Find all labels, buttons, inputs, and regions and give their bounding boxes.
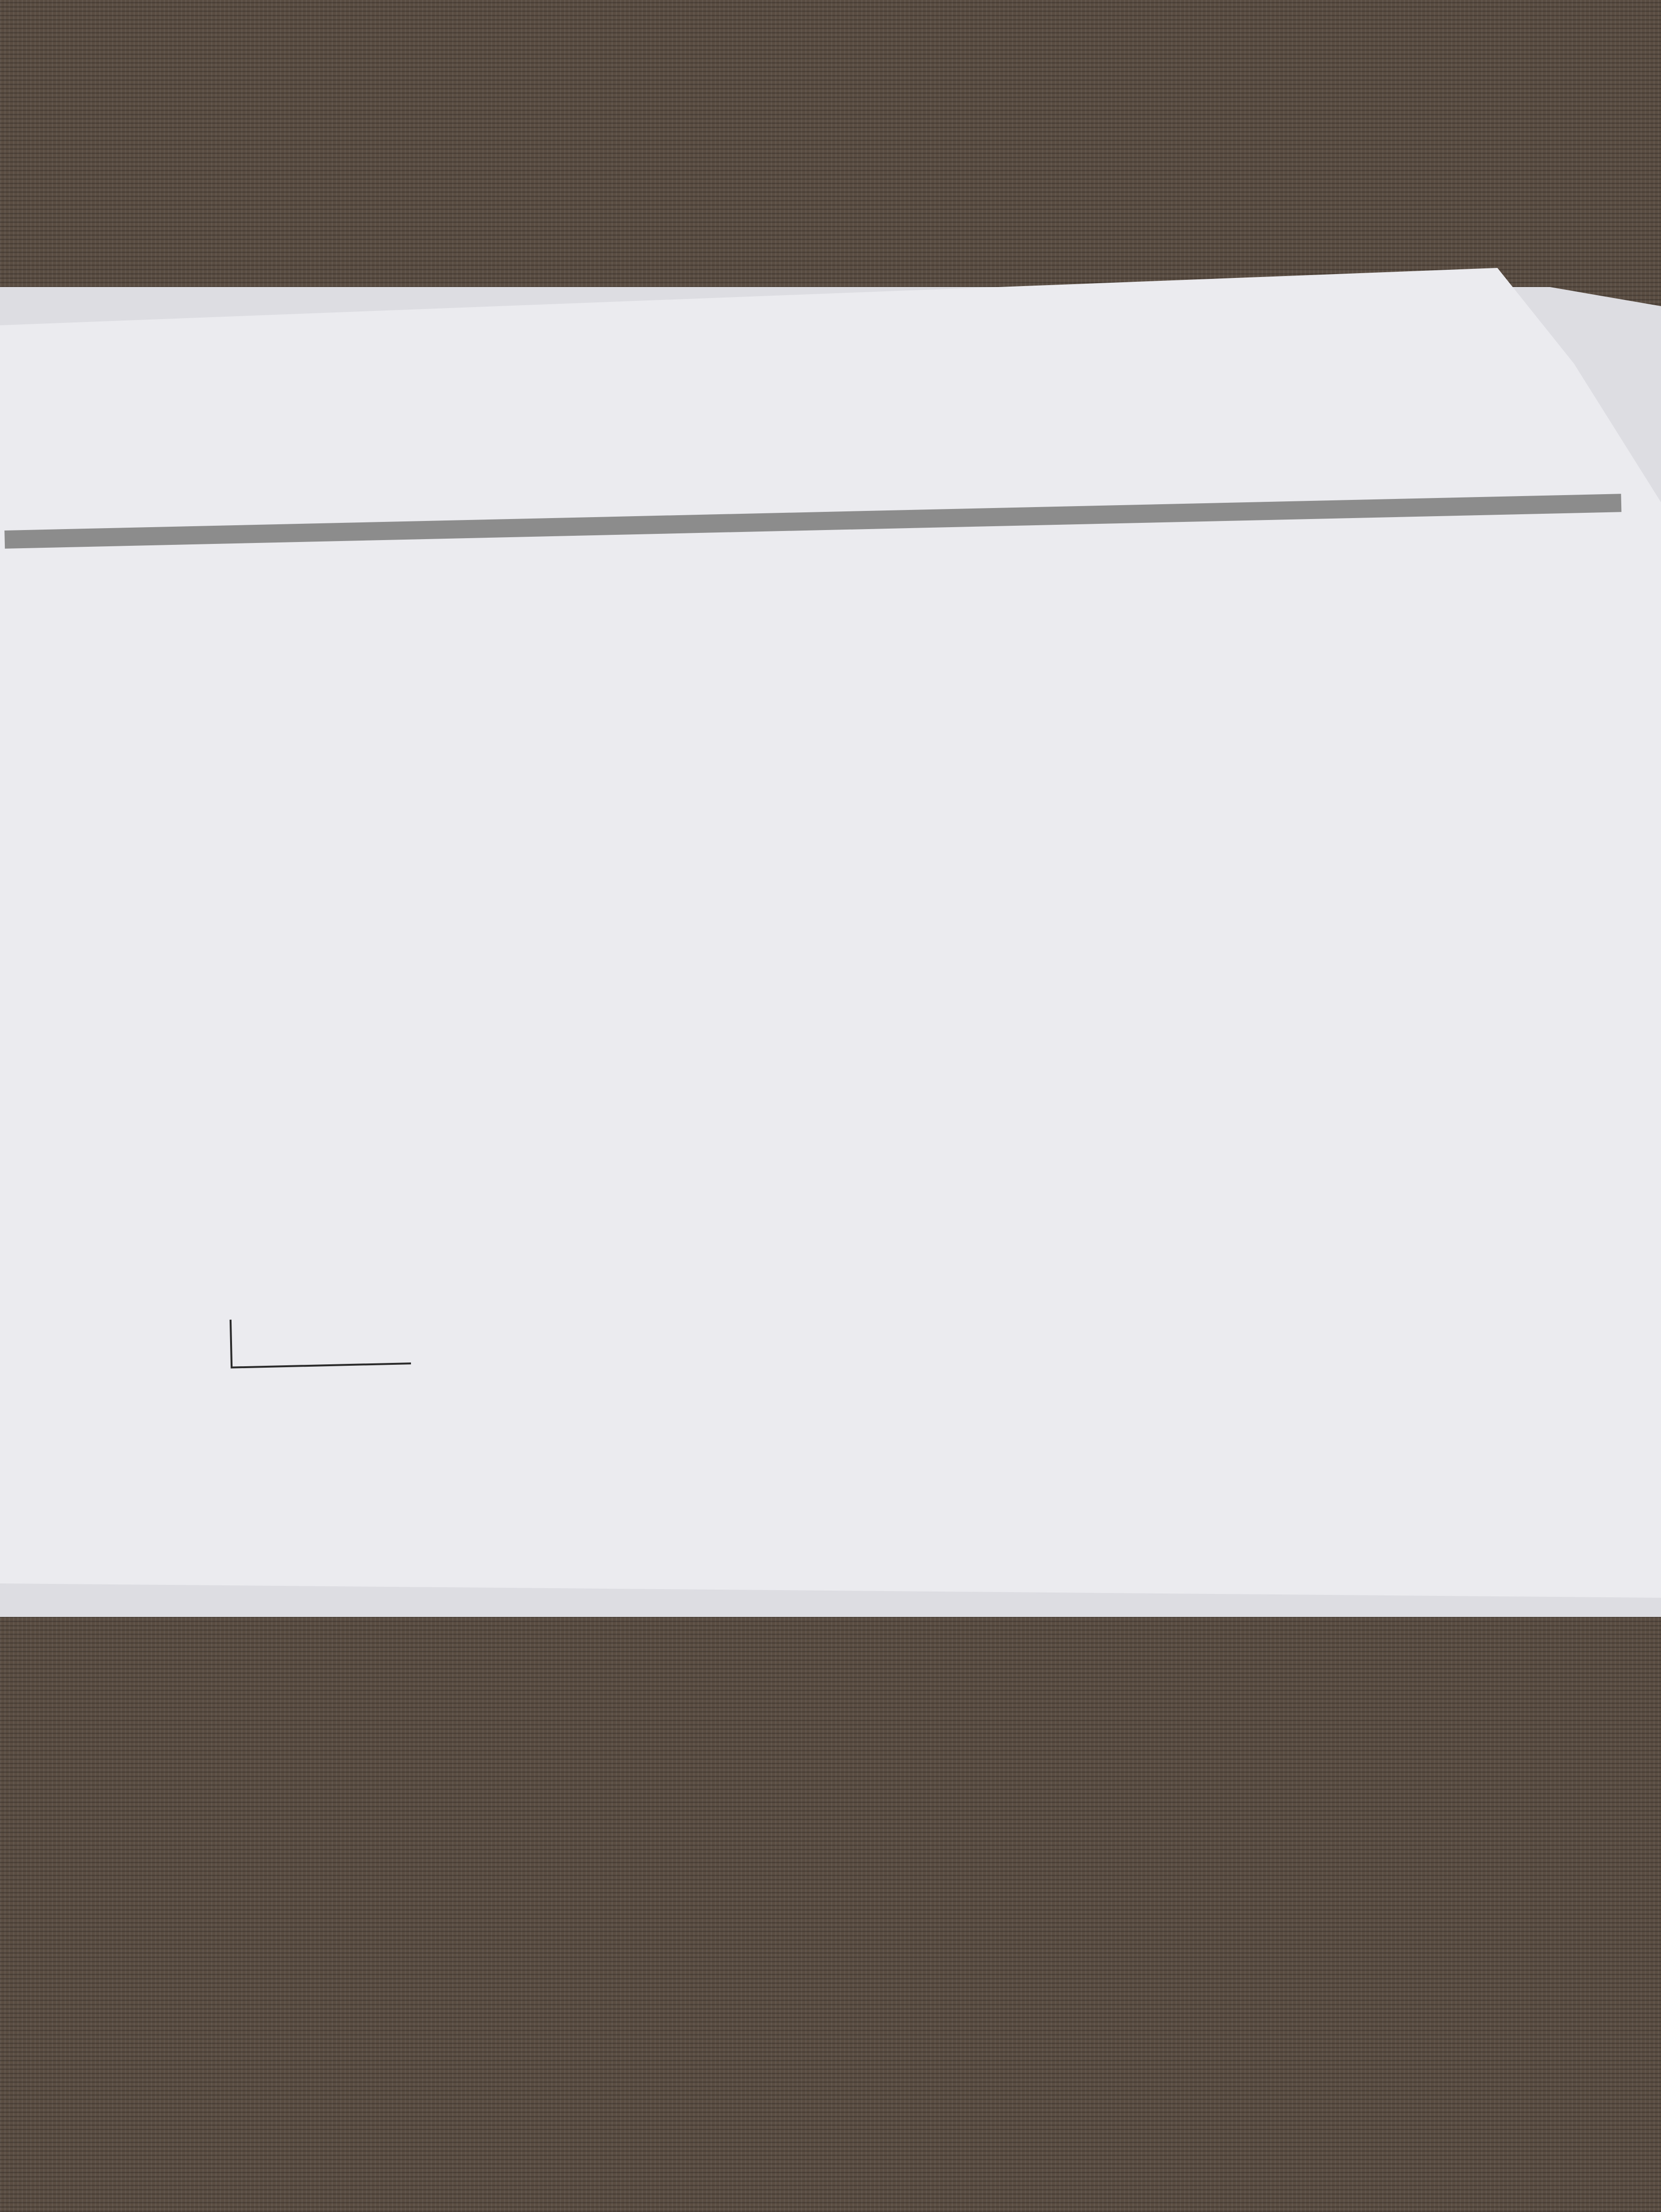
calibration-mark bbox=[231, 1316, 411, 1367]
calibration-bracket bbox=[231, 1316, 411, 1367]
header-band bbox=[4, 494, 1621, 549]
